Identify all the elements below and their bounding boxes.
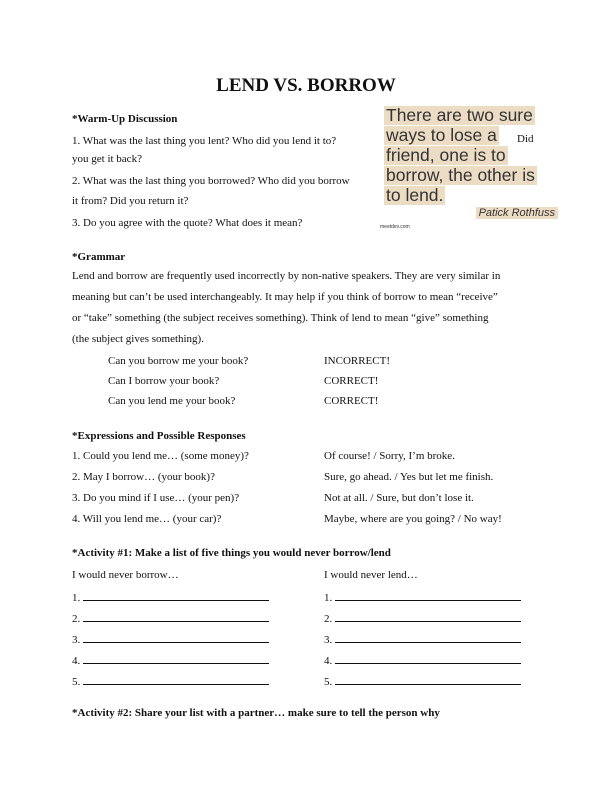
lend-list-item[interactable] [324, 590, 521, 605]
item-number: 5. [72, 676, 81, 688]
page-title: LEND VS. BORROW [216, 75, 396, 96]
grammar-text: Lend and borrow are frequently used incorrectly by non-native speakers. They are very similar in [72, 270, 501, 282]
borrow-list-item[interactable] [72, 674, 269, 689]
activity2-heading: *Activity #2: Share your list with a partner… make sure to tell the person why [72, 707, 440, 719]
item-number: 3. [324, 634, 333, 646]
borrow-list-item[interactable] [72, 590, 269, 605]
item-number: 2. [324, 613, 333, 625]
expression-question: 2. May I borrow… (your book)? [72, 471, 215, 483]
warmup-line: 3. Do you agree with the quote? What does it mean? [72, 217, 303, 229]
example-verdict: INCORRECT! [324, 355, 390, 367]
borrow-list-item[interactable] [72, 611, 269, 626]
item-number: 4. [324, 655, 333, 667]
blank-line[interactable] [335, 653, 521, 664]
warmup-heading: *Warm-Up Discussion [72, 113, 178, 125]
expression-question: 4. Will you lend me… (your car)? [72, 513, 222, 525]
expression-question: 3. Do you mind if I use… (your pen)? [72, 492, 240, 504]
expression-response: Of course! / Sorry, I’m broke. [324, 450, 455, 462]
expression-response: Not at all. / Sure, but don’t lose it. [324, 492, 474, 504]
item-number: 5. [324, 676, 333, 688]
borrow-list-item[interactable] [72, 653, 269, 668]
example-sentence: Can you borrow me your book? [108, 355, 249, 367]
grammar-heading: *Grammar [72, 251, 126, 263]
expression-response: Sure, go ahead. / Yes but let me finish. [324, 471, 494, 483]
example-sentence: Can you lend me your book? [108, 395, 236, 407]
blank-line[interactable] [83, 632, 269, 643]
item-number: 2. [72, 613, 81, 625]
item-number: 1. [324, 592, 333, 604]
blank-line[interactable] [335, 632, 521, 643]
lend-list-item[interactable] [324, 632, 521, 647]
quote-line: to lend. [386, 185, 444, 205]
quote-author: Patick Rothfuss [476, 207, 558, 219]
expressions-heading: *Expressions and Possible Responses [72, 430, 246, 442]
grammar-text: or “take” something (the subject receives something). Think of lend to mean “give” something [72, 312, 489, 324]
grammar-text: meaning but can’t be used interchangeably. It may help if you think of borrow to mean “receive” [72, 291, 498, 303]
blank-line[interactable] [83, 611, 269, 622]
quote-line: ways to lose a [386, 125, 497, 145]
example-verdict: CORRECT! [324, 395, 379, 407]
example-sentence: Can I borrow your book? [108, 375, 220, 387]
warmup-line: 2. What was the last thing you borrowed? Who did you borrow [72, 175, 350, 187]
expression-question: 1. Could you lend me… (some money)? [72, 450, 249, 462]
warmup-line: it from? Did you return it? [72, 195, 189, 207]
quote-image [380, 104, 560, 228]
warmup-line: 1. What was the last thing you lent? Who did you lend it to? [72, 135, 337, 147]
borrow-list-header: I would never borrow… [72, 569, 179, 581]
lend-list-item[interactable] [324, 611, 521, 626]
blank-line[interactable] [335, 611, 521, 622]
item-number: 4. [72, 655, 81, 667]
quote-line: borrow, the other is [386, 165, 535, 185]
blank-line[interactable] [335, 590, 521, 601]
lend-list-header: I would never lend… [324, 569, 418, 581]
item-number: 3. [72, 634, 81, 646]
quote-line: friend, one is to [386, 145, 506, 165]
activity1-heading: *Activity #1: Make a list of five things you would never borrow/lend [72, 547, 391, 559]
blank-line[interactable] [83, 590, 269, 601]
expression-response: Maybe, where are you going? / No way! [324, 513, 502, 525]
blank-line[interactable] [83, 653, 269, 664]
blank-line[interactable] [83, 674, 269, 685]
quote-line: There are two sure [386, 105, 533, 125]
blank-line[interactable] [335, 674, 521, 685]
lend-list-item[interactable] [324, 674, 521, 689]
borrow-list-item[interactable] [72, 632, 269, 647]
item-number: 1. [72, 592, 81, 604]
example-verdict: CORRECT! [324, 375, 379, 387]
warmup-line: Did [517, 133, 534, 145]
grammar-text: (the subject gives something). [72, 333, 204, 345]
watermark: meetdev.com [380, 224, 410, 230]
warmup-line: you get it back? [72, 153, 142, 165]
lend-list-item[interactable] [324, 653, 521, 668]
